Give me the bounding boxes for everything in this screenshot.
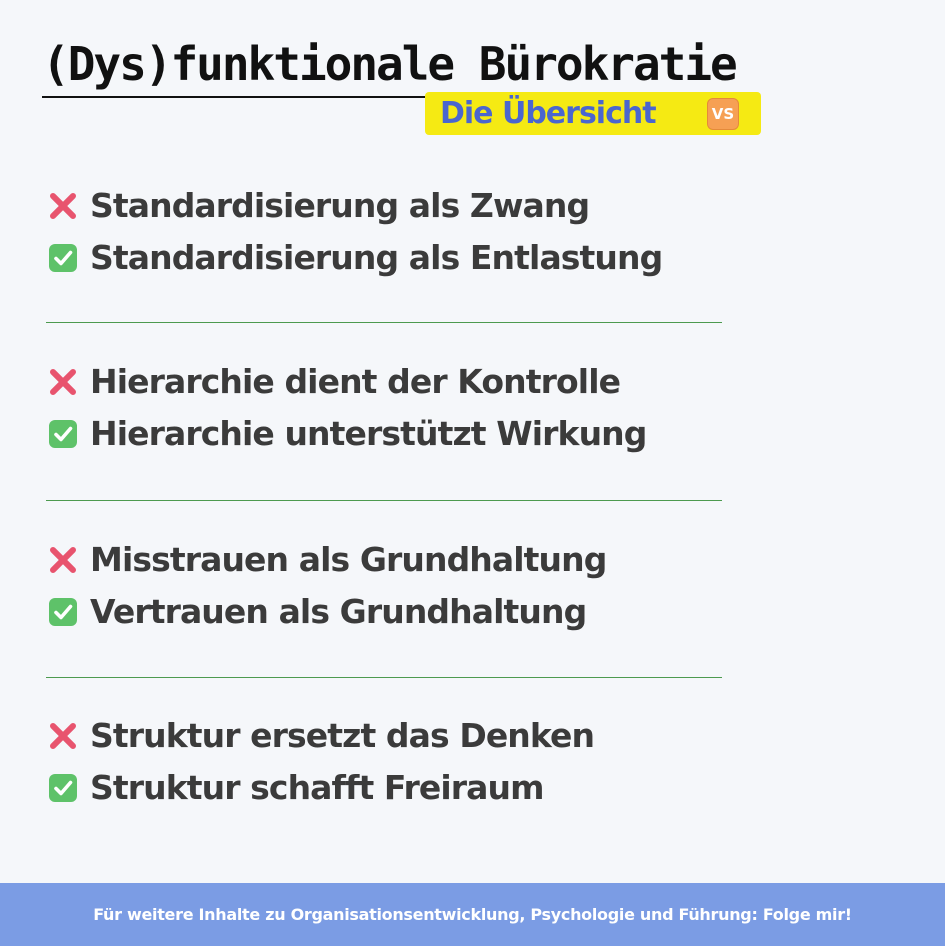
comparison-negative-item xyxy=(48,540,606,579)
footer-banner xyxy=(0,883,945,946)
comparison-positive-item xyxy=(48,238,662,277)
cross-mark-icon xyxy=(48,191,78,221)
check-mark-icon xyxy=(48,597,78,627)
vs-icon: VS xyxy=(707,98,739,130)
comparison-negative-item xyxy=(48,362,620,401)
subtitle-text: Die Übersicht xyxy=(440,96,656,131)
cross-mark-icon xyxy=(48,545,78,575)
page-title: (Dys)funktionale Bürokratie xyxy=(42,37,736,91)
check-mark-icon xyxy=(48,243,78,273)
positive-statement: Struktur schafft Freiraum xyxy=(90,768,544,807)
check-mark-icon xyxy=(48,773,78,803)
check-mark-icon xyxy=(48,419,78,449)
positive-statement: Hierarchie unterstützt Wirkung xyxy=(90,414,647,453)
comparison-positive-item xyxy=(48,768,544,807)
section-divider xyxy=(46,500,722,501)
comparison-positive-item xyxy=(48,592,586,631)
comparison-negative-item xyxy=(48,186,589,225)
negative-statement: Misstrauen als Grundhaltung xyxy=(90,540,607,579)
comparison-negative-item xyxy=(48,716,594,755)
footer-call-to-action: Für weitere Inhalte zu Organisationsentwicklung, Psychologie und Führung: Folge mir! xyxy=(93,905,852,924)
title-underline xyxy=(42,96,430,98)
positive-statement: Standardisierung als Entlastung xyxy=(90,238,663,277)
cross-mark-icon xyxy=(48,367,78,397)
subtitle-badge xyxy=(425,92,761,135)
section-divider xyxy=(46,322,722,323)
cross-mark-icon xyxy=(48,721,78,751)
positive-statement: Vertrauen als Grundhaltung xyxy=(90,592,587,631)
comparison-positive-item xyxy=(48,414,646,453)
negative-statement: Standardisierung als Zwang xyxy=(90,186,590,225)
negative-statement: Struktur ersetzt das Denken xyxy=(90,716,595,755)
section-divider xyxy=(46,677,722,678)
negative-statement: Hierarchie dient der Kontrolle xyxy=(90,362,621,401)
